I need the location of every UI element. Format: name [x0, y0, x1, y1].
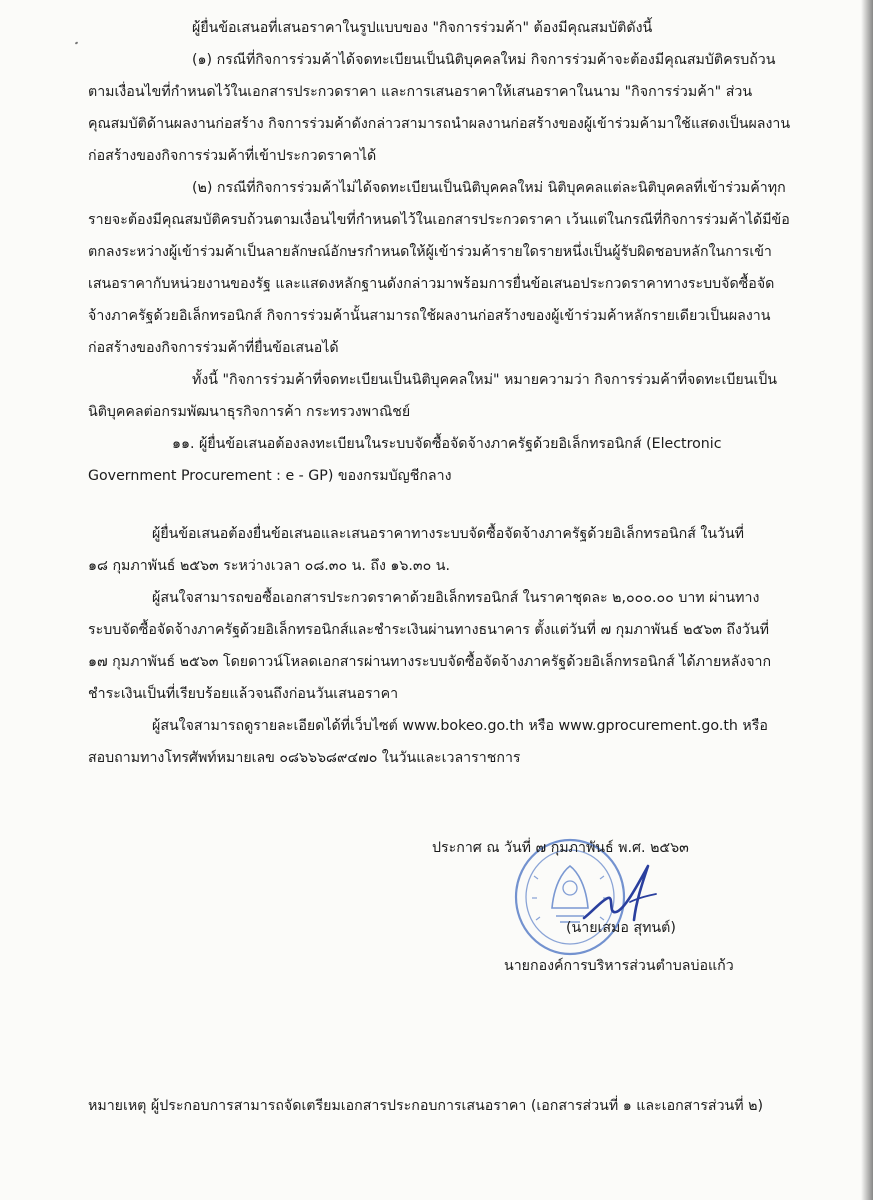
jv-definition-line2: นิติบุคคลต่อกรมพัฒนาธุรกิจการค้า กระทรวงพาณิชย์: [88, 404, 411, 420]
signer-title: นายกองค์การบริหารส่วนตำบลบ่อแก้ว: [504, 958, 734, 974]
signer-name: (นายเสมอ สุทนต์): [566, 920, 676, 936]
contact-line2: สอบถามทางโทรศัพท์หมายเลข ๐๘๖๖๖๘๙๔๗๐ ในวันและเวลาราชการ: [88, 750, 521, 766]
purchase-line3: ๑๗ กุมภาพันธ์ ๒๕๖๓ โดยดาวน์โหลดเอกสารผ่านทางระบบจัดซื้อจัดจ้างภาครัฐด้วยอิเล็กทรอนิกส์ ได้ภายหลังจาก: [88, 654, 772, 670]
jv-case1-line4: ก่อสร้างของกิจการร่วมค้าที่เข้าประกวดราคาได้: [88, 148, 377, 164]
jv-case2-line5: จ้างภาครัฐด้วยอิเล็กทรอนิกส์ กิจการร่วมค้านั้นสามารถใช้ผลงานก่อสร้างของผู้เข้าร่วมค้าหลักรายเดียวเป็นผลงาน: [88, 308, 771, 324]
jv-case2-line3: ตกลงระหว่างผู้เข้าร่วมค้าเป็นลายลักษณ์อักษรกำหนดให้ผู้เข้าร่วมค้ารายใดรายหนึ่งเป็นผู้รับผิดชอบหลักในการเข้า: [88, 244, 772, 260]
jv-case2-line1: (๒) กรณีที่กิจการร่วมค้าไม่ได้จดทะเบียนเป็นนิติบุคคลใหม่ นิติบุคคลแต่ละนิติบุคคลที่เข้าร่วมค้าทุก: [192, 180, 786, 196]
jv-definition-line1: ทั้งนี้ "กิจการร่วมค้าที่จดทะเบียนเป็นนิติบุคคลใหม่" หมายความว่า กิจการร่วมค้าที่จดทะเบียนเป็น: [192, 372, 777, 388]
scan-speck: [75, 41, 79, 44]
egp-requirement-line2: Government Procurement : e - GP) ของกรมบัญชีกลาง: [88, 468, 452, 484]
footer-note: หมายเหตุ ผู้ประกอบการสามารถจัดเตรียมเอกสารประกอบการเสนอราคา (เอกสารส่วนที่ ๑ และเอกสารส่วนที่ ๒): [88, 1098, 764, 1114]
scan-edge-shadow: [861, 0, 873, 1200]
egp-requirement-line1: ๑๑. ผู้ยื่นข้อเสนอต้องลงทะเบียนในระบบจัดซื้อจัดจ้างภาครัฐด้วยอิเล็กทรอนิกส์ (Electronic: [172, 436, 722, 452]
purchase-line1: ผู้สนใจสามารถขอซื้อเอกสารประกวดราคาด้วยอิเล็กทรอนิกส์ ในราคาชุดละ ๒,๐๐๐.๐๐ บาท ผ่านทาง: [152, 590, 760, 606]
submission-line1: ผู้ยื่นข้อเสนอต้องยื่นข้อเสนอและเสนอราคาทางระบบจัดซื้อจัดจ้างภาครัฐด้วยอิเล็กทรอนิกส์ ในวันที่: [152, 526, 745, 542]
contact-line1: ผู้สนใจสามารถดูรายละเอียดได้ที่เว็บไซต์ www.bokeo.go.th หรือ www.gprocurement.go.th หรือ: [152, 718, 768, 734]
jv-case1-line2: ตามเงื่อนไขที่กำหนดไว้ในเอกสารประกวดราคา และการเสนอราคาให้เสนอราคาในนาม "กิจการร่วมค้า" ส่วน: [88, 84, 753, 100]
jv-case2-line6: ก่อสร้างของกิจการร่วมค้าที่ยื่นข้อเสนอได้: [88, 340, 339, 356]
jv-case2-line2: รายจะต้องมีคุณสมบัติครบถ้วนตามเงื่อนไขที่กำหนดไว้ในเอกสารประกวดราคา เว้นแต่ในกรณีที่กิจการร่วมค้าได้มีข้อ: [88, 212, 790, 228]
jv-case1-line1: (๑) กรณีที่กิจการร่วมค้าได้จดทะเบียนเป็นนิติบุคคลใหม่ กิจการร่วมค้าจะต้องมีคุณสมบัติครบถ้วน: [192, 52, 776, 68]
jv-case2-line4: เสนอราคากับหน่วยงานของรัฐ และแสดงหลักฐานดังกล่าวมาพร้อมการยื่นข้อเสนอประกวดราคาทางระบบจัดซื้อจัด: [88, 276, 775, 292]
purchase-line2: ระบบจัดซื้อจัดจ้างภาครัฐด้วยอิเล็กทรอนิกส์และชำระเงินผ่านทางธนาคาร ตั้งแต่วันที่ ๗ กุมภาพันธ์ ๒๕๖๓ ถึงวันที่: [88, 622, 769, 638]
jv-case1-line3: คุณสมบัติด้านผลงานก่อสร้าง กิจการร่วมค้าดังกล่าวสามารถนำผลงานก่อสร้างของผู้เข้าร่วมค้ามาใช้แสดงเป็นผลงาน: [88, 116, 791, 132]
purchase-line4: ชำระเงินเป็นที่เรียบร้อยแล้วจนถึงก่อนวันเสนอราคา: [88, 686, 399, 702]
jv-heading: ผู้ยื่นข้อเสนอที่เสนอราคาในรูปแบบของ "กิจการร่วมค้า" ต้องมีคุณสมบัติดังนี้: [192, 20, 653, 36]
announcement-date: ประกาศ ณ วันที่ ๗ กุมภาพันธ์ พ.ศ. ๒๕๖๓: [432, 840, 689, 856]
submission-line2: ๑๘ กุมภาพันธ์ ๒๕๖๓ ระหว่างเวลา ๐๘.๓๐ น. ถึง ๑๖.๓๐ น.: [88, 558, 451, 574]
